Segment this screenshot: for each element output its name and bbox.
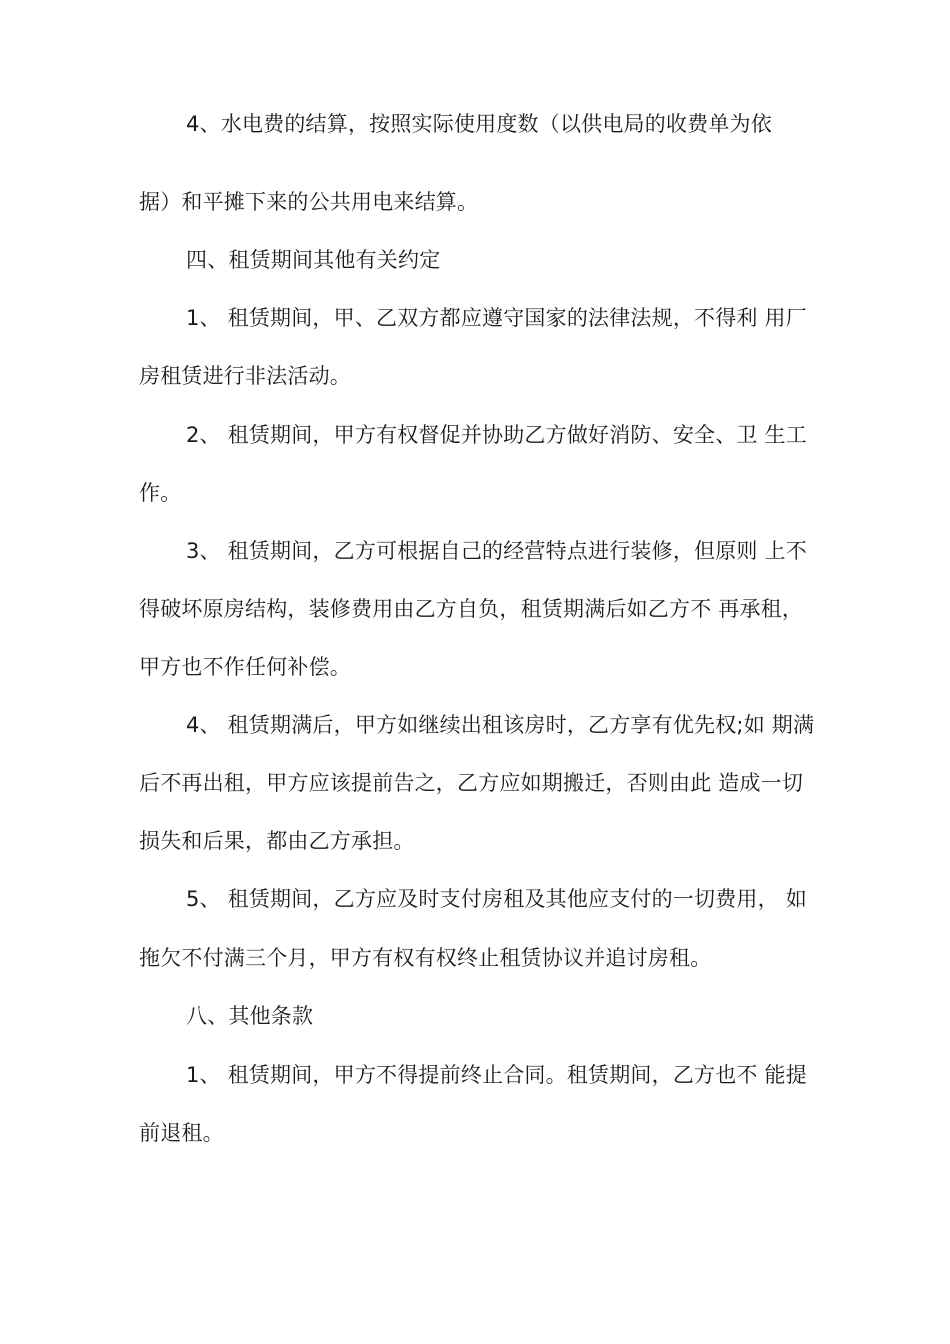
paragraph-line: 5、 租赁期间，乙方应及时支付房租及其他应支付的一切费用， 如 <box>186 887 807 911</box>
paragraph-line: 据）和平摊下来的公共用电来结算。 <box>139 190 479 214</box>
paragraph-line: 2、 租赁期间，甲方有权督促并协助乙方做好消防、安全、卫 生工 <box>186 423 807 447</box>
paragraph-line: 1、 租赁期间，甲方不得提前终止合同。租赁期间，乙方也不 能提 <box>186 1063 807 1087</box>
paragraph-line: 4、 租赁期满后，甲方如继续出租该房时，乙方享有优先权;如 期满 <box>186 713 815 737</box>
paragraph-line: 房租赁进行非法活动。 <box>139 364 351 388</box>
paragraph-line: 损失和后果，都由乙方承担。 <box>139 829 415 853</box>
section-heading: 四、租赁期间其他有关约定 <box>186 248 441 272</box>
paragraph-line: 1、 租赁期间，甲、乙双方都应遵守国家的法律法规，不得利 用厂 <box>186 306 807 330</box>
paragraph-line: 后不再出租，甲方应该提前告之，乙方应如期搬迁，否则由此 造成一切 <box>139 771 804 795</box>
section-heading: 八、其他条款 <box>186 1004 314 1028</box>
paragraph-line: 3、 租赁期间，乙方可根据自己的经营特点进行装修，但原则 上不 <box>186 539 807 563</box>
paragraph-line: 4、水电费的结算，按照实际使用度数（以供电局的收费单为依 <box>186 112 772 136</box>
paragraph-line: 甲方也不作任何补偿。 <box>139 655 351 679</box>
paragraph-line: 作。 <box>139 481 182 505</box>
paragraph-line: 拖欠不付满三个月，甲方有权有权终止租赁协议并追讨房租。 <box>139 946 712 970</box>
paragraph-line: 前退租。 <box>139 1121 224 1145</box>
paragraph-line: 得破坏原房结构，装修费用由乙方自负，租赁期满后如乙方不 再承租， <box>139 597 804 621</box>
